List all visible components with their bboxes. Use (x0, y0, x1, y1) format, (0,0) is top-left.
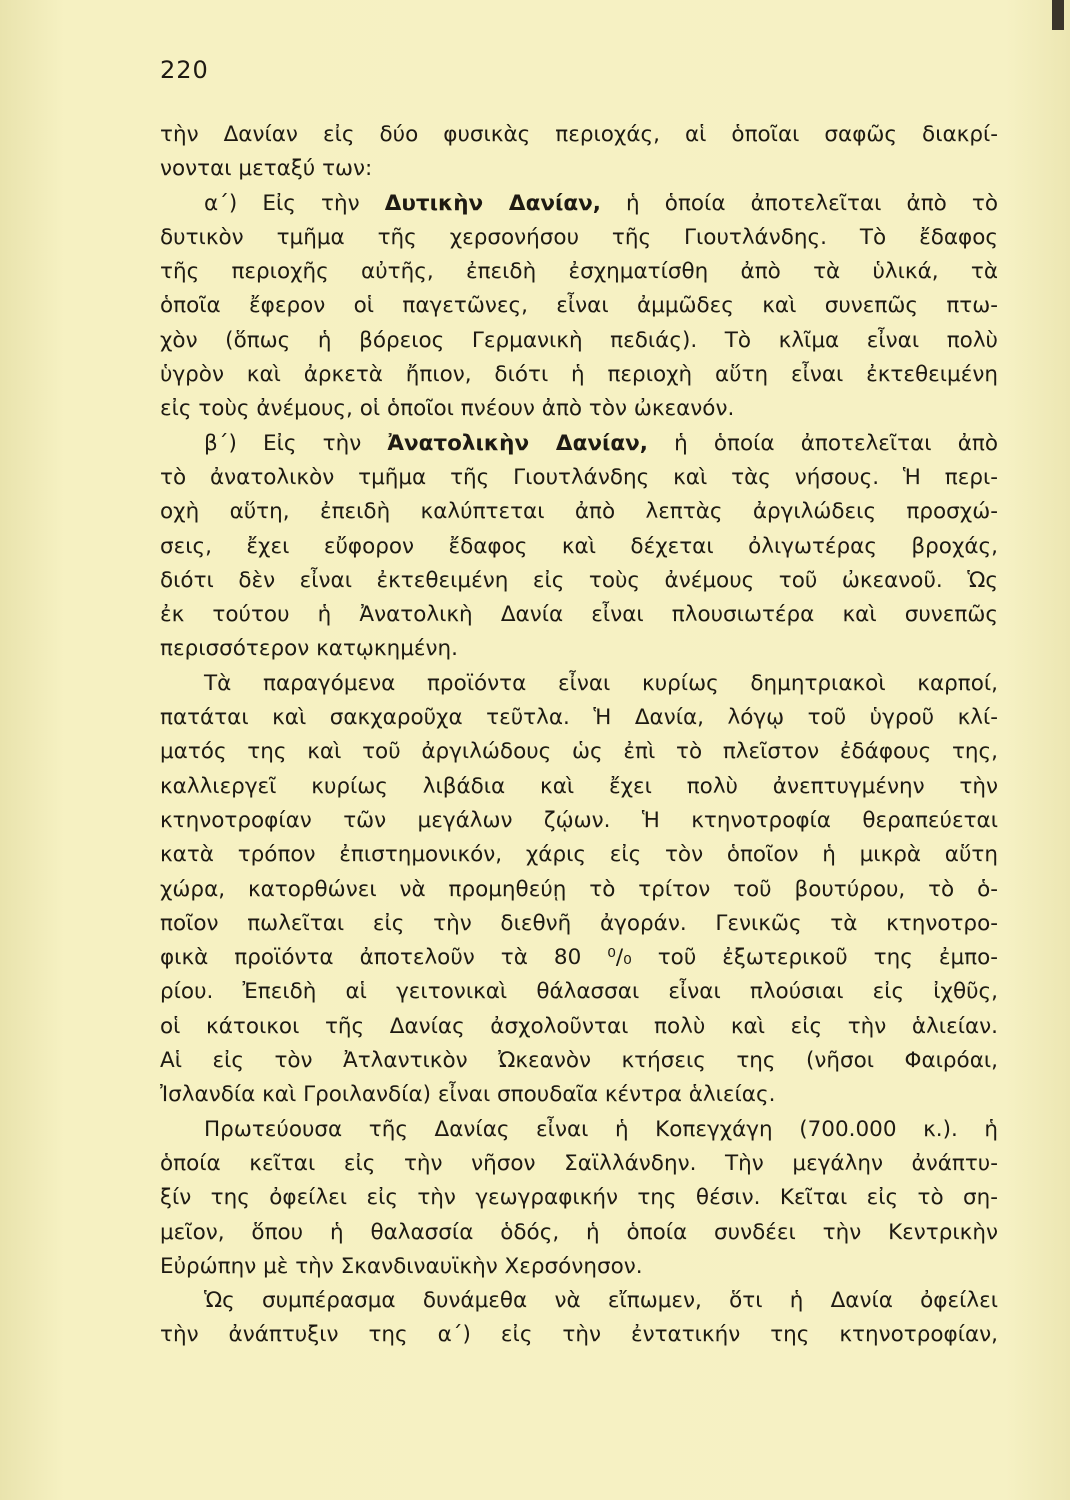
text-line: ρίου. Ἐπειδὴ αἱ γειτονικαὶ θάλασσαι εἶναι πλούσιαι εἰς ἰχθῦς, (160, 979, 998, 1005)
text-line: ποῖον πωλεῖται εἰς τὴν διεθνῆ ἀγοράν. Γενικῶς τὰ κτηνοτρο- (160, 910, 998, 936)
text-line: Τὰ παραγόμενα προϊόντα εἶναι κυρίως δημητριακοὶ καρποί, (204, 670, 998, 696)
text-line: τὴν ἀνάπτυξιν της α΄) εἰς τὴν ἐντατικήν της κτηνοτροφίαν, (160, 1322, 998, 1348)
text-line: Ὡς συμπέρασμα δυνάμεθα νὰ εἴπωμεν, ὅτι ἡ Δανία ὀφείλει (204, 1288, 998, 1314)
text-line: ματός της καὶ τοῦ ἀργιλώδους ὡς ἐπὶ τὸ πλεῖστον ἐδάφους της, (160, 739, 998, 765)
text-line-segment: ἡ ὁποία ἀποτελεῖται ἀπὸ τὸ (600, 190, 998, 216)
text-line (160, 187, 998, 221)
text-line: τῆς περιοχῆς αὐτῆς, ἐπειδὴ ἐσχηματίσθη ἀπὸ τὰ ὑλικά, τὰ (160, 259, 998, 285)
text-line: φικὰ προϊόντα ἀποτελοῦν τὰ 80 ⁰/₀ τοῦ ἐξωτερικοῦ της ἐμπο- (160, 945, 998, 971)
text-line: εἰς τοὺς ἀνέμους, οἱ ὁποῖοι πνέουν ἀπὸ τὸν ὠκεανόν. (160, 396, 735, 422)
text-line: τὴν Δανίαν εἰς δύο φυσικὰς περιοχάς, αἱ ὁποῖαι σαφῶς διακρί- (160, 122, 998, 147)
text-line: Αἱ εἰς τὸν Ἀτλαντικὸν Ὠκεανὸν κτήσεις της (νῆσοι Φαιρόαι, (160, 1048, 998, 1074)
text-line: οχὴ αὕτη, ἐπειδὴ καλύπτεται ἀπὸ λεπτὰς ἀργιλώδεις προσχώ- (160, 499, 998, 525)
text-line: νονται μεταξύ των: (160, 156, 373, 182)
text-line-segment: α΄) Εἰς τὴν (204, 190, 385, 216)
text-line: περισσότερον κατῳκημένη. (160, 636, 458, 662)
bold-heading: Ἀνατολικὴν Δανίαν, (387, 430, 648, 456)
text-line: ἐκ τούτου ἡ Ἀνατολικὴ Δανία εἶναι πλουσιωτέρα καὶ συνεπῶς (160, 602, 998, 628)
text-line-segment: β΄) Εἰς τὴν (204, 430, 388, 456)
text-line: διότι δὲν εἶναι ἐκτεθειμένη εἰς τοὺς ἀνέμους τοῦ ὠκεανοῦ. Ὡς (160, 567, 998, 593)
text-line (160, 427, 998, 461)
text-line: τὸ ἀνατολικὸν τμῆμα τῆς Γιουτλάνδης καὶ τὰς νήσους. Ἡ περι- (160, 464, 998, 490)
text-line: ὑγρὸν καὶ ἀρκετὰ ἤπιον, διότι ἡ περιοχὴ αὕτη εἶναι ἐκτεθειμένη (160, 362, 998, 388)
text-line: οἱ κάτοικοι τῆς Δανίας ἀσχολοῦνται πολὺ καὶ εἰς τὴν ἁλιείαν. (160, 1013, 998, 1039)
text-line: δυτικὸν τμῆμα τῆς χερσονήσου τῆς Γιουτλάνδης. Τὸ ἔδαφος (160, 224, 998, 250)
body-text (160, 118, 998, 1353)
text-line: ὁποῖα ἔφερον οἱ παγετῶνες, εἶναι ἀμμῶδες καὶ συνεπῶς πτω- (160, 293, 998, 319)
text-line: μεῖον, ὅπου ἡ θαλασσία ὁδός, ἡ ὁποία συνδέει τὴν Κεντρικὴν (160, 1219, 998, 1245)
text-line-segment: ἡ ὁποία ἀποτελεῖται ἀπὸ (647, 430, 998, 456)
page-number: 220 (160, 56, 209, 84)
text-line: κτηνοτροφίαν τῶν μεγάλων ζῴων. Ἡ κτηνοτροφία θεραπεύεται (160, 807, 998, 833)
text-line: Εὐρώπην μὲ τὴν Σκανδιναυϊκὴν Χερσόνησον. (160, 1253, 643, 1279)
text-line: χώρα, κατορθώνει νὰ προμηθεύῃ τὸ τρίτον τοῦ βουτύρου, τὸ ὁ- (160, 876, 998, 902)
text-line: ξίν της ὀφείλει εἰς τὴν γεωγραφικήν της θέσιν. Κεῖται εἰς τὸ ση- (160, 1185, 998, 1211)
text-line: πατάται καὶ σακχαροῦχα τεῦτλα. Ἡ Δανία, λόγῳ τοῦ ὑγροῦ κλί- (160, 705, 998, 731)
text-line: σεις, ἔχει εὔφορον ἔδαφος καὶ δέχεται ὀλιγωτέρας βροχάς, (160, 533, 998, 559)
text-line: καλλιεργεῖ κυρίως λιβάδια καὶ ἔχει πολὺ ἀνεπτυγμένην τὴν (160, 773, 998, 799)
text-line: κατὰ τρόπον ἐπιστημονικόν, χάρις εἰς τὸν ὁποῖον ἡ μικρὰ αὕτη (160, 842, 998, 868)
text-line: Πρωτεύουσα τῆς Δανίας εἶναι ἡ Κοπεγχάγη (700.000 κ.). ἡ (204, 1116, 998, 1142)
bold-heading: Δυτικὴν Δανίαν, (384, 190, 601, 216)
page-edge-mark (1052, 0, 1064, 30)
text-line: ὁποία κεῖται εἰς τὴν νῆσον Σαϊλλάνδην. Τὴν μεγάλην ἀνάπτυ- (160, 1150, 998, 1176)
text-line: Ἰσλανδία καὶ Γροιλανδία) εἶναι σπουδαῖα κέντρα ἁλιείας. (160, 1082, 776, 1108)
text-line: χὸν (ὅπως ἡ βόρειος Γερμανικὴ πεδιάς). Τὸ κλῖμα εἶναι πολὺ (160, 327, 998, 353)
